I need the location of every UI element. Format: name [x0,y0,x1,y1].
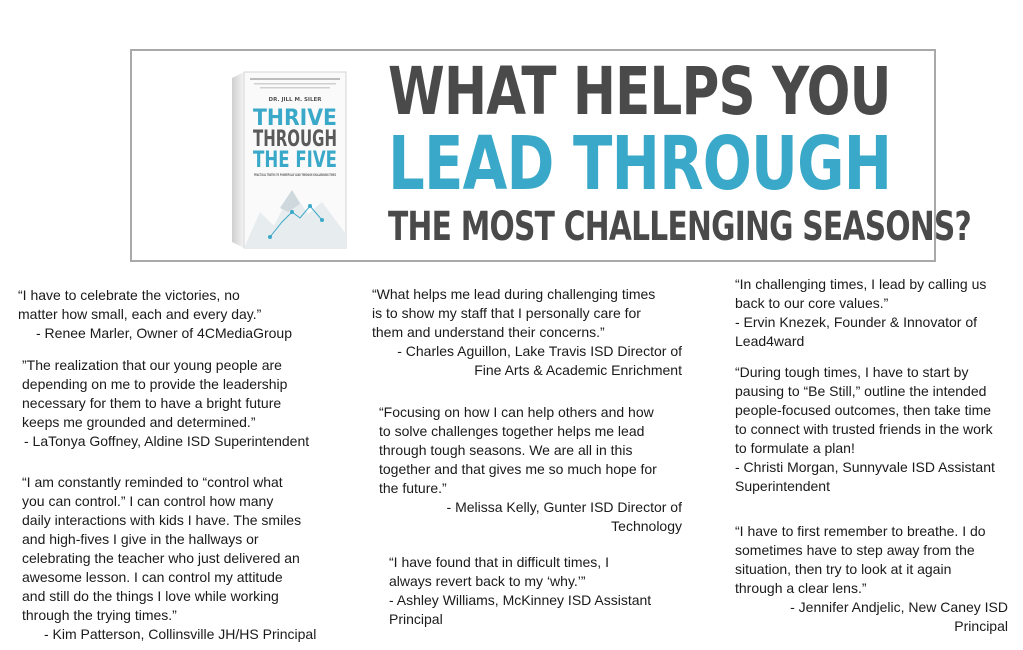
quote-attribution: - Jennifer Andjelic, New Caney ISD Principal [790,599,1008,634]
quote-kim-patterson [22,473,352,644]
quote-renee-marler [18,286,348,343]
quote-attribution: - Melissa Kelly, Gunter ISD Director of Technology [446,499,682,534]
book-cover-image [230,62,348,250]
headline-line3: THE MOST CHALLENGING SEASONS? [388,204,972,250]
headline [388,53,972,251]
headline-line2: LEAD THROUGH [388,121,892,207]
quote-text: “During tough times, I have to start by pausing to “Be Still,” outline the intended people-focused outcomes, then take time to connect with trusted friends in the work to formulate a plan! [735,364,993,456]
headline-line1: WHAT HELPS YOU [388,53,891,130]
quote-text: “I am constantly reminded to “control what you can control.” I can control how many daily interactions with kids I have. The smiles and high-fives I give in the hallways or celebrating the teacher who just delivered an awesome lesson. I can control my attitude and still do the things I love while working through the trying times.” [22,474,302,623]
quote-text: “What helps me lead during challenging times is to show my staff that I personally care for them and understand their concerns.” [372,286,656,340]
quote-melissa-kelly [379,403,682,536]
book-author: DR. JILL M. SILER [268,97,322,103]
quote-christi-morgan [735,363,1020,496]
quote-latonya-goffney [22,356,352,451]
quote-text: “I have to celebrate the victories, no matter how small, each and every day.” [18,287,262,322]
quote-text: “I have to first remember to breathe. I do sometimes have to step away from the situation, then try to look at it again through a clear lens.” [735,523,986,596]
quote-jennifer-andjelic [735,522,1008,636]
quote-attribution: - Christi Morgan, Sunnyvale ISD Assistant Superintendent [735,459,995,494]
quote-attribution: - Charles Aguillon, Lake Travis ISD Director of Fine Arts & Academic Enrichment [397,343,682,378]
book-title-line1: THRIVE [253,106,337,131]
book-title-line3: THE FIVE [253,148,337,173]
header-banner [130,49,972,262]
book-subtitle: PRACTICAL TRUTHS TO POWERFULLY LEAD THROUGH CHALLENGING TIMES [254,173,337,177]
quote-ervin-knezek [735,275,1015,351]
quote-attribution: - Ashley Williams, McKinney ISD Assistant Principal [389,592,652,627]
quote-attribution: - Renee Marler, Owner of 4CMediaGroup [36,325,292,341]
quote-text: “I have found that in difficult times, I always revert back to my ‘why.’” [389,554,609,589]
quote-text: “Focusing on how I can help others and how to solve challenges together helps me lead through tough seasons. We are all in this together and that gives me so much hope for the future.” [379,404,657,496]
quote-attribution: - Ervin Knezek, Founder & Innovator of Lead4ward [735,314,978,349]
quote-text: ”The realization that our young people are depending on me to provide the leadership necessary for them to have a bright future keeps me grounded and determined.” [22,357,288,430]
quote-ashley-williams [389,553,679,629]
quote-text: “In challenging times, I lead by calling us back to our core values.” [735,276,987,311]
quote-charles-aguillon [372,285,682,380]
quote-attribution: - Kim Patterson, Collinsville JH/HS Principal [44,626,317,642]
quote-attribution: - LaTonya Goffney, Aldine ISD Superintendent [24,433,310,449]
book-title-line2: THROUGH [253,127,337,152]
